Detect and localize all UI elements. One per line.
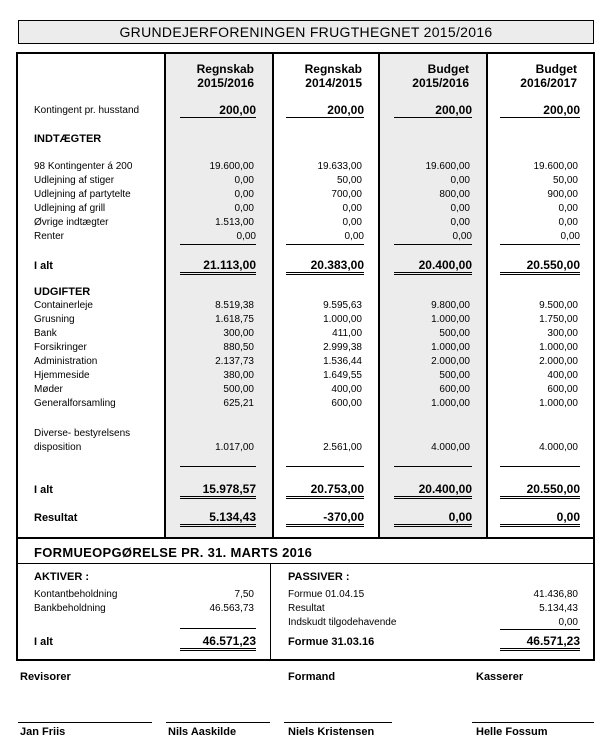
expense-row-value: 600,00 bbox=[439, 384, 470, 395]
income-row-value: 0,00 bbox=[342, 203, 362, 214]
assets-heading: AKTIVER : bbox=[34, 571, 89, 583]
income-total: 20.383,00 bbox=[286, 258, 364, 275]
liabilities-total-label: Formue 31.03.16 bbox=[288, 636, 375, 648]
expense-row-value: 1.000,00 bbox=[431, 342, 470, 353]
income-total: 20.400,00 bbox=[394, 258, 472, 275]
column-header-4: Budget 2016/2017 bbox=[520, 62, 577, 90]
sum-rule bbox=[286, 466, 364, 467]
result-value: 0,00 bbox=[500, 510, 580, 527]
expense-total: 20.550,00 bbox=[500, 482, 580, 499]
table-bottom-rule bbox=[18, 537, 593, 539]
column-header-3: Budget 2015/2016 bbox=[412, 62, 469, 90]
income-row-value: 0,00 bbox=[500, 230, 580, 245]
expense-row-value: 500,00 bbox=[439, 370, 470, 381]
expense-row-value: 8.519,38 bbox=[215, 300, 254, 311]
result-value: -370,00 bbox=[286, 510, 364, 527]
expense-row-value: 1.750,00 bbox=[539, 314, 578, 325]
income-total: 21.113,00 bbox=[180, 258, 256, 275]
page-title: GRUNDEJERFORENINGEN FRUGTHEGNET 2015/2016 bbox=[18, 20, 594, 44]
signature-name: Jan Friis bbox=[20, 726, 66, 738]
expense-row-value: 1.618,75 bbox=[215, 314, 254, 325]
income-row-value: 0,00 bbox=[450, 175, 470, 186]
income-row-value: 900,00 bbox=[547, 189, 578, 200]
liabilities-heading: PASSIVER : bbox=[288, 571, 350, 583]
assets-row-value: 46.563,73 bbox=[209, 603, 254, 614]
income-row-value: 0,00 bbox=[558, 203, 578, 214]
expense-row-value: 1.000,00 bbox=[539, 398, 578, 409]
income-row-label: Udlejning af grill bbox=[34, 203, 106, 214]
income-row-value: 800,00 bbox=[439, 189, 470, 200]
expense-row-label: Møder bbox=[34, 384, 63, 395]
income-total-label: I alt bbox=[34, 260, 53, 272]
expense-row-value: 1.000,00 bbox=[431, 398, 470, 409]
expense-row-value: 2.999,38 bbox=[323, 342, 362, 353]
income-row-value: 0,00 bbox=[450, 217, 470, 228]
expense-row-label: Administration bbox=[34, 356, 98, 367]
income-row-value: 19.600,00 bbox=[425, 161, 470, 172]
formue-divider bbox=[270, 563, 271, 659]
expense-row-value: 1.536,44 bbox=[323, 356, 362, 367]
income-total: 20.550,00 bbox=[500, 258, 580, 275]
signature-name: Niels Kristensen bbox=[288, 726, 375, 738]
kontingent-value: 200,00 bbox=[286, 103, 364, 118]
liabilities-row-value: 41.436,80 bbox=[533, 589, 578, 600]
income-row-value: 50,00 bbox=[336, 175, 362, 186]
chairman-label: Formand bbox=[288, 671, 336, 683]
expense-row-value: 9.500,00 bbox=[539, 300, 578, 311]
treasurer-label: Kasserer bbox=[476, 671, 524, 683]
sum-rule bbox=[180, 466, 256, 467]
expense-row-value: 2.000,00 bbox=[539, 356, 578, 367]
expense-row-value: 1.649,55 bbox=[323, 370, 362, 381]
diverse-value: 2.561,00 bbox=[323, 442, 362, 453]
expense-row-label: Bank bbox=[34, 328, 57, 339]
expense-row-value: 500,00 bbox=[439, 328, 470, 339]
expense-row-label: Containerleje bbox=[34, 300, 93, 311]
assets-total: 46.571,23 bbox=[180, 634, 256, 651]
expense-row-value: 300,00 bbox=[223, 328, 254, 339]
expense-total-label: I alt bbox=[34, 484, 53, 496]
income-row-label: Udlejning af partytelte bbox=[34, 189, 131, 200]
expense-row-label: Grusning bbox=[34, 314, 75, 325]
signature-name: Nils Aaskilde bbox=[168, 726, 237, 738]
expense-row-value: 400,00 bbox=[547, 370, 578, 381]
income-row-value: 0,00 bbox=[558, 217, 578, 228]
income-row-value: 700,00 bbox=[331, 189, 362, 200]
kontingent-value: 200,00 bbox=[394, 103, 472, 118]
formue-title: FORMUEOPGØRELSE PR. 31. MARTS 2016 bbox=[34, 545, 313, 560]
expense-row-value: 880,50 bbox=[223, 342, 254, 353]
column-divider bbox=[272, 54, 274, 537]
expense-row-label: Hjemmeside bbox=[34, 370, 90, 381]
diverse-label-line2: disposition bbox=[34, 442, 82, 453]
sum-rule bbox=[394, 466, 472, 467]
income-row-label: Renter bbox=[34, 231, 65, 242]
expense-row-value: 1.000,00 bbox=[431, 314, 470, 325]
expense-row-value: 9.595,63 bbox=[323, 300, 362, 311]
income-row-value: 0,00 bbox=[394, 230, 472, 245]
expense-row-value: 500,00 bbox=[223, 384, 254, 395]
diverse-value: 1.017,00 bbox=[215, 442, 254, 453]
income-row-value: 19.600,00 bbox=[209, 161, 254, 172]
column-divider bbox=[486, 54, 488, 537]
sum-rule bbox=[500, 466, 580, 467]
expense-row-value: 600,00 bbox=[331, 398, 362, 409]
column-shade-3 bbox=[380, 54, 486, 537]
column-header-2: Regnskab 2014/2015 bbox=[304, 62, 362, 90]
liabilities-row-label: Indskudt tilgodehavende bbox=[288, 617, 397, 628]
expense-row-value: 1.000,00 bbox=[539, 342, 578, 353]
kontingent-label: Kontingent pr. husstand bbox=[34, 105, 140, 116]
income-heading: INDTÆGTER bbox=[34, 133, 102, 145]
liabilities-row-value: 5.134,43 bbox=[539, 603, 578, 614]
diverse-label-line1: Diverse- bestyrelsens bbox=[34, 428, 131, 439]
income-row-value: 19.600,00 bbox=[533, 161, 578, 172]
signature-name: Helle Fossum bbox=[476, 726, 548, 738]
income-row-value: 0,00 bbox=[342, 217, 362, 228]
signature-line bbox=[284, 722, 392, 723]
expense-row-value: 400,00 bbox=[331, 384, 362, 395]
income-row-label: Udlejning af stiger bbox=[34, 175, 115, 186]
expense-row-value: 625,21 bbox=[223, 398, 254, 409]
income-row-label: 98 Kontingenter á 200 bbox=[34, 161, 133, 172]
column-divider bbox=[378, 54, 380, 537]
expense-row-value: 2.000,00 bbox=[431, 356, 470, 367]
column-divider bbox=[164, 54, 166, 537]
formue-rule bbox=[18, 563, 593, 564]
income-row-value: 50,00 bbox=[552, 175, 578, 186]
income-row-value: 0,00 bbox=[234, 189, 254, 200]
signature-line bbox=[472, 722, 594, 723]
result-value: 0,00 bbox=[394, 510, 472, 527]
result-label: Resultat bbox=[34, 512, 78, 524]
liabilities-row-label: Formue 01.04.15 bbox=[288, 589, 365, 600]
expense-row-value: 600,00 bbox=[547, 384, 578, 395]
expense-heading: UDGIFTER bbox=[34, 286, 91, 298]
signature-line bbox=[166, 722, 270, 723]
expense-total: 20.753,00 bbox=[286, 482, 364, 499]
auditors-label: Revisorer bbox=[20, 671, 71, 683]
sum-rule bbox=[500, 629, 580, 630]
liabilities-row-label: Resultat bbox=[288, 603, 325, 614]
income-row-value: 0,00 bbox=[286, 230, 364, 245]
liabilities-total: 46.571,23 bbox=[500, 634, 580, 651]
expense-row-value: 1.000,00 bbox=[323, 314, 362, 325]
expense-row-value: 380,00 bbox=[223, 370, 254, 381]
expense-total: 15.978,57 bbox=[180, 482, 256, 499]
column-shade-1 bbox=[166, 54, 272, 537]
assets-row-value: 7,50 bbox=[234, 589, 254, 600]
diverse-value: 4.000,00 bbox=[431, 442, 470, 453]
expense-row-value: 411,00 bbox=[332, 328, 362, 339]
kontingent-value: 200,00 bbox=[180, 103, 256, 118]
income-row-value: 0,00 bbox=[234, 203, 254, 214]
assets-row-label: Kontantbeholdning bbox=[34, 589, 118, 600]
income-row-value: 0,00 bbox=[234, 175, 254, 186]
expense-total: 20.400,00 bbox=[394, 482, 472, 499]
signature-line bbox=[18, 722, 152, 723]
liabilities-row-value: 0,00 bbox=[558, 617, 578, 628]
kontingent-value: 200,00 bbox=[500, 103, 580, 118]
expense-row-value: 2.137,73 bbox=[215, 356, 254, 367]
result-value: 5.134,43 bbox=[180, 510, 256, 527]
diverse-value: 4.000,00 bbox=[539, 442, 578, 453]
income-row-value: 0,00 bbox=[450, 203, 470, 214]
income-row-value: 1.513,00 bbox=[215, 217, 254, 228]
income-row-label: Øvrige indtægter bbox=[34, 217, 109, 228]
expense-row-value: 300,00 bbox=[547, 328, 578, 339]
income-row-value: 0,00 bbox=[180, 230, 256, 245]
income-row-value: 19.633,00 bbox=[317, 161, 362, 172]
assets-total-label: I alt bbox=[34, 636, 53, 648]
expense-row-label: Forsikringer bbox=[34, 342, 87, 353]
expense-row-value: 9.800,00 bbox=[431, 300, 470, 311]
column-header-1: Regnskab 2015/2016 bbox=[196, 62, 254, 90]
assets-row-label: Bankbeholdning bbox=[34, 603, 106, 614]
sum-rule bbox=[180, 628, 256, 629]
expense-row-label: Generalforsamling bbox=[34, 398, 116, 409]
